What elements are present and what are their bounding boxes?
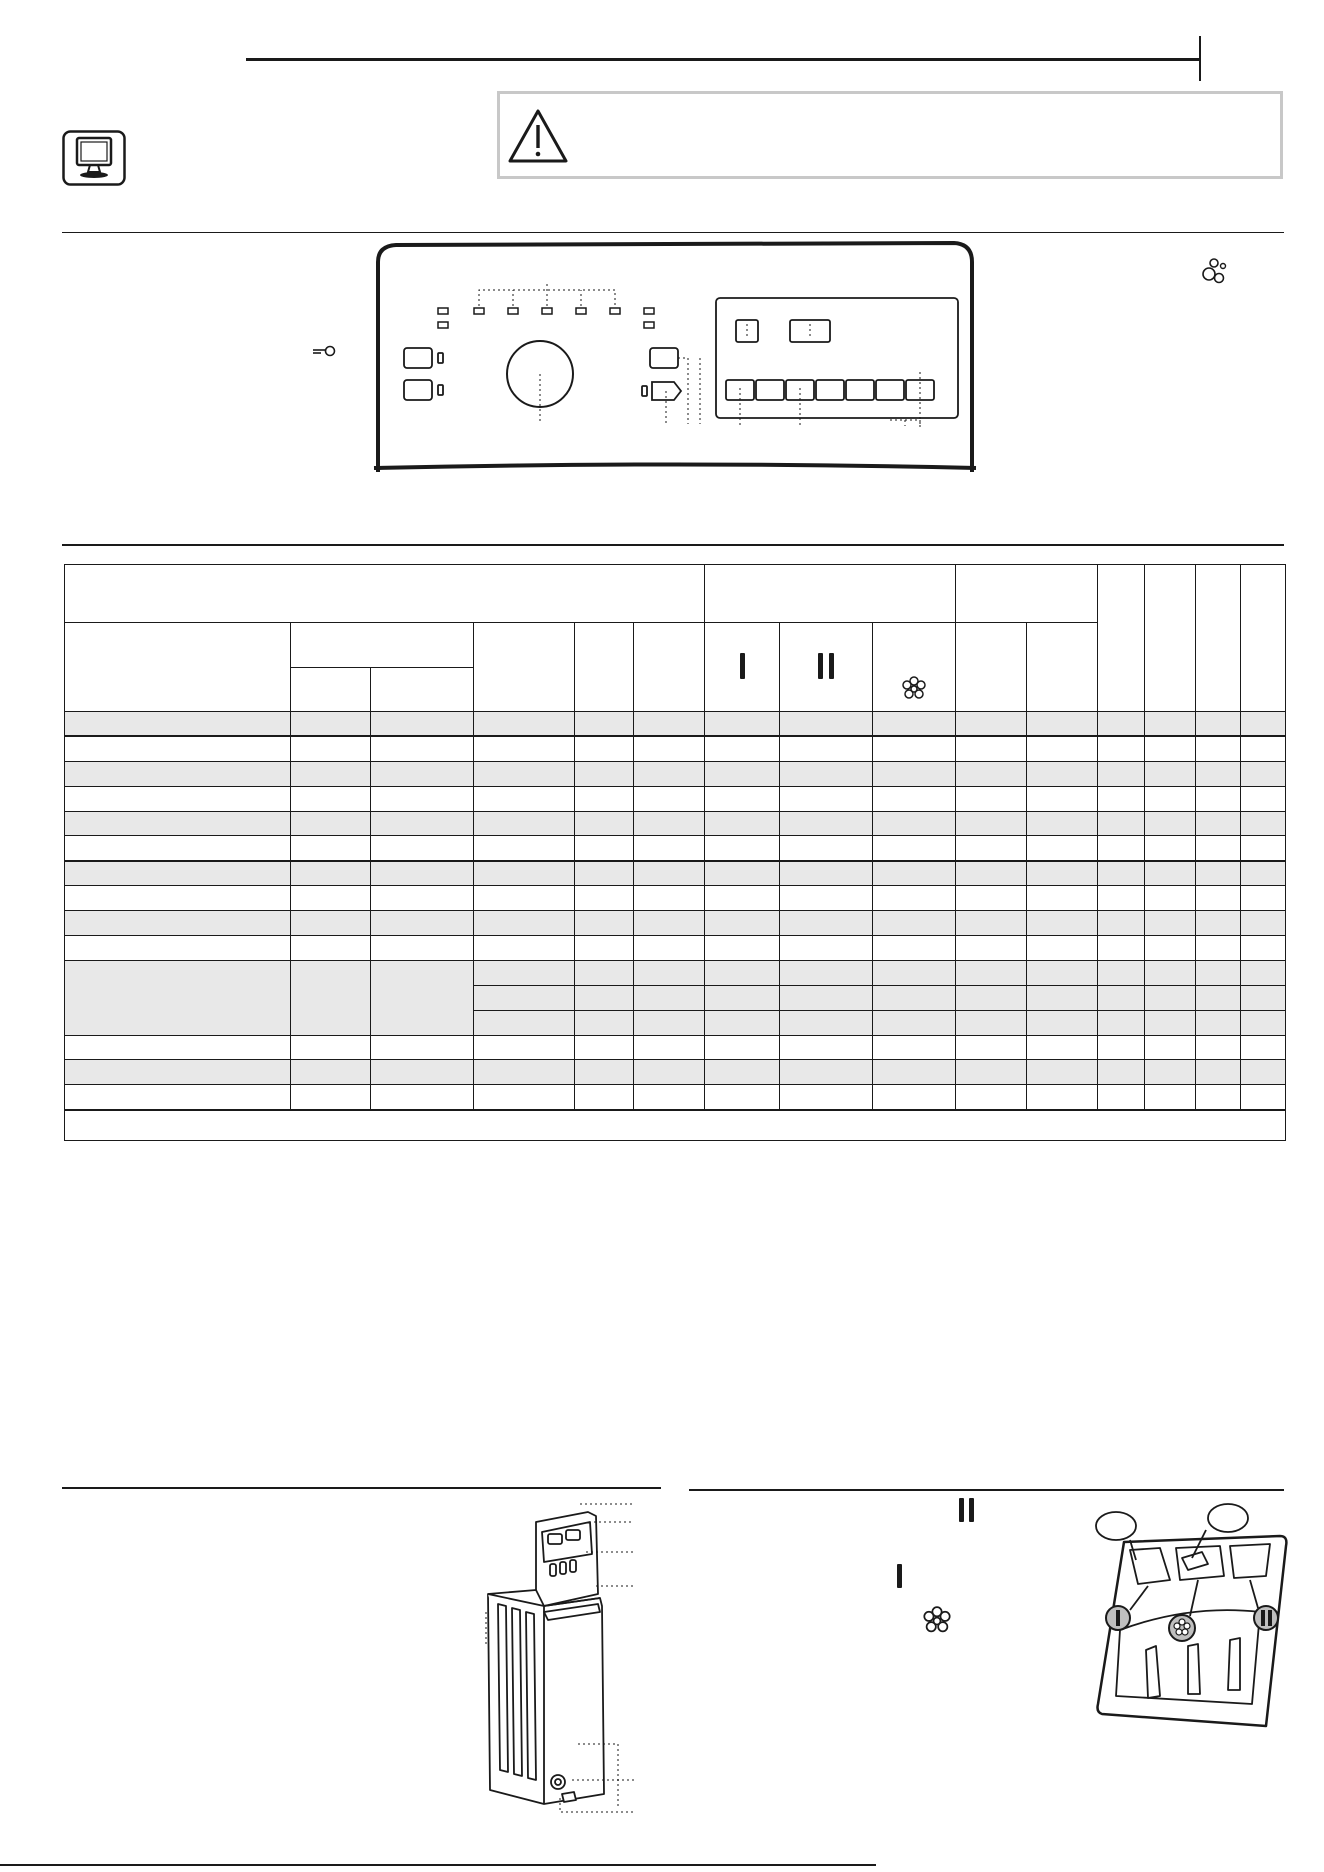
table-cell	[1241, 836, 1286, 861]
table-cell	[780, 736, 873, 761]
table-cell	[371, 861, 474, 886]
table-cell	[474, 886, 575, 911]
table-cell	[780, 1060, 873, 1085]
table-cell	[291, 886, 371, 911]
table-cell	[1196, 761, 1241, 786]
table-cell	[705, 1010, 780, 1035]
header-cell	[1241, 565, 1286, 712]
table-cell	[1241, 712, 1286, 737]
table-cell	[65, 811, 291, 836]
programme-rows	[65, 712, 1286, 1110]
table-cell	[705, 1085, 780, 1110]
table-cell	[65, 1060, 291, 1085]
table-cell	[1027, 836, 1098, 861]
table-cell	[1241, 811, 1286, 836]
table-cell	[873, 861, 956, 886]
table-cell	[634, 811, 705, 836]
table-cell	[1241, 1035, 1286, 1060]
table-cell	[1098, 960, 1145, 985]
section-rule-panel	[62, 232, 1284, 233]
header-cell	[634, 623, 705, 712]
table-cell	[956, 1035, 1027, 1060]
header-cell	[65, 623, 291, 712]
table-cell	[1145, 960, 1196, 985]
table-cell	[575, 861, 634, 886]
table-cell	[1145, 836, 1196, 861]
table-cell	[705, 1060, 780, 1085]
table-row	[65, 886, 1286, 911]
table-cell	[291, 761, 371, 786]
table-cell	[780, 1035, 873, 1060]
table-cell	[705, 736, 780, 761]
table-cell	[371, 761, 474, 786]
table-cell	[1145, 712, 1196, 737]
table-row	[65, 861, 1286, 886]
warning-triangle-icon	[507, 108, 569, 164]
table-cell	[780, 936, 873, 961]
table-cell	[956, 985, 1027, 1010]
table-row	[65, 1035, 1286, 1060]
table-cell	[1027, 960, 1098, 985]
table-cell	[1241, 985, 1286, 1010]
table-row	[65, 786, 1286, 811]
table-cell	[1196, 736, 1241, 761]
table-row	[65, 911, 1286, 936]
table-cell	[1098, 1035, 1145, 1060]
table-cell	[575, 1085, 634, 1110]
table-cell	[956, 911, 1027, 936]
table-cell	[371, 886, 474, 911]
table-cell	[634, 712, 705, 737]
table-cell	[1098, 1085, 1145, 1110]
table-cell	[873, 960, 956, 985]
table-cell	[474, 736, 575, 761]
table-cell	[65, 761, 291, 786]
table-cell	[873, 936, 956, 961]
table-cell	[780, 836, 873, 861]
header-cell-softener	[873, 623, 956, 712]
table-cell	[873, 985, 956, 1010]
table-cell	[371, 836, 474, 861]
table-cell	[575, 1060, 634, 1085]
table-cell	[780, 712, 873, 737]
table-cell	[474, 811, 575, 836]
table-cell	[1145, 936, 1196, 961]
table-cell	[291, 736, 371, 761]
table-cell	[474, 712, 575, 737]
table-cell	[65, 861, 291, 886]
table-cell	[956, 736, 1027, 761]
table-cell	[1027, 811, 1098, 836]
table-cell	[634, 985, 705, 1010]
table-cell	[780, 985, 873, 1010]
header-cell	[291, 623, 474, 668]
table-cell	[65, 786, 291, 811]
table-cell	[65, 960, 291, 1035]
table-cell	[1145, 1060, 1196, 1085]
table-cell	[956, 1060, 1027, 1085]
table-cell	[1098, 936, 1145, 961]
table-cell	[1145, 811, 1196, 836]
table-cell	[1196, 836, 1241, 861]
table-row	[65, 836, 1286, 861]
table-cell	[634, 786, 705, 811]
table-cell	[873, 736, 956, 761]
table-cell	[634, 1085, 705, 1110]
table-cell	[634, 936, 705, 961]
table-cell	[956, 836, 1027, 861]
table-cell	[291, 861, 371, 886]
table-cell	[634, 1010, 705, 1035]
table-cell	[1196, 985, 1241, 1010]
table-cell	[780, 960, 873, 985]
table-cell	[956, 1085, 1027, 1110]
section-rule-machine	[62, 1487, 661, 1489]
table-cell	[474, 936, 575, 961]
control-panel-diagram	[370, 240, 980, 472]
compartment-ii-marker	[1254, 1606, 1278, 1630]
table-cell	[575, 811, 634, 836]
table-cell	[291, 911, 371, 936]
table-cell	[1145, 1035, 1196, 1060]
table-cell	[634, 886, 705, 911]
table-cell	[474, 761, 575, 786]
table-cell	[1241, 1085, 1286, 1110]
table-cell	[474, 1010, 575, 1035]
table-cell	[1145, 911, 1196, 936]
table-cell	[575, 736, 634, 761]
table-cell	[956, 936, 1027, 961]
table-cell	[1145, 761, 1196, 786]
table-cell	[1027, 985, 1098, 1010]
table-row	[65, 712, 1286, 737]
table-cell	[1241, 886, 1286, 911]
table-cell	[634, 1035, 705, 1060]
table-cell	[1027, 936, 1098, 961]
table-cell	[291, 936, 371, 961]
table-cell	[291, 836, 371, 861]
table-cell	[634, 911, 705, 936]
table-cell	[371, 936, 474, 961]
table-cell	[634, 736, 705, 761]
table-cell	[575, 761, 634, 786]
section-rule-drawer	[689, 1489, 1284, 1491]
table-cell	[575, 1035, 634, 1060]
table-cell	[956, 811, 1027, 836]
table-cell	[65, 1085, 291, 1110]
table-cell	[705, 761, 780, 786]
table-cell	[1145, 1010, 1196, 1035]
table-cell	[780, 1010, 873, 1035]
table-cell	[291, 712, 371, 737]
table-cell	[1241, 761, 1286, 786]
table-cell	[705, 836, 780, 861]
flower-softener-icon	[901, 676, 927, 702]
table-row	[65, 1085, 1286, 1110]
table-cell	[873, 811, 956, 836]
table-cell	[1098, 1010, 1145, 1035]
table-cell	[474, 960, 575, 985]
table-cell	[705, 911, 780, 936]
table-cell	[474, 911, 575, 936]
table-cell	[873, 761, 956, 786]
table-cell	[1145, 1085, 1196, 1110]
table-cell	[1098, 811, 1145, 836]
header-cell-detergents	[705, 565, 956, 623]
header-cell-compartment-i	[705, 623, 780, 712]
table-cell	[705, 886, 780, 911]
flower-softener-icon	[922, 1606, 952, 1636]
table-cell	[1196, 861, 1241, 886]
table-cell	[1241, 736, 1286, 761]
table-cell	[1196, 811, 1241, 836]
table-cell	[1241, 786, 1286, 811]
table-cell	[873, 712, 956, 737]
machine-diagram	[478, 1494, 638, 1814]
table-cell	[65, 936, 291, 961]
table-cell	[1027, 712, 1098, 737]
table-cell	[634, 1060, 705, 1085]
detergent-drawer-diagram	[1090, 1500, 1290, 1728]
table-cell	[575, 786, 634, 811]
table-cell	[1098, 712, 1145, 737]
table-cell	[956, 786, 1027, 811]
table-cell	[1145, 736, 1196, 761]
header-cell-compartment-ii	[780, 623, 873, 712]
table-cell	[705, 960, 780, 985]
table-cell	[1098, 786, 1145, 811]
table-cell	[474, 1060, 575, 1085]
table-cell	[634, 836, 705, 861]
table-cell	[371, 1035, 474, 1060]
table-cell	[371, 712, 474, 737]
table-cell	[1196, 1010, 1241, 1035]
table-cell	[1027, 786, 1098, 811]
table-cell	[1098, 761, 1145, 786]
table-cell	[1027, 886, 1098, 911]
table-cell	[780, 786, 873, 811]
table-cell	[634, 761, 705, 786]
page-footer-rule	[0, 1864, 876, 1866]
table-cell	[474, 861, 575, 886]
table-cell	[956, 861, 1027, 886]
table-cell	[575, 1010, 634, 1035]
compartment-ii-icon	[829, 653, 834, 679]
table-cell	[291, 1060, 371, 1085]
header-cell	[956, 623, 1027, 712]
table-cell	[575, 886, 634, 911]
header-cell	[65, 565, 705, 623]
table-cell	[1241, 960, 1286, 985]
table-footnote	[65, 1110, 1286, 1141]
table-cell	[705, 786, 780, 811]
table-cell	[1241, 1060, 1286, 1085]
table-cell	[1241, 1010, 1286, 1035]
table-cell	[575, 985, 634, 1010]
table-cell	[634, 960, 705, 985]
table-cell	[65, 712, 291, 737]
table-cell	[1241, 911, 1286, 936]
table-cell	[371, 1085, 474, 1110]
table-cell	[873, 1010, 956, 1035]
table-cell	[780, 861, 873, 886]
table-cell	[291, 1035, 371, 1060]
table-cell	[575, 936, 634, 961]
table-row	[65, 761, 1286, 786]
table-cell	[371, 911, 474, 936]
table-cell	[371, 960, 474, 1035]
table-cell	[1196, 960, 1241, 985]
table-cell	[1027, 1060, 1098, 1085]
table-row	[65, 936, 1286, 961]
table-cell	[291, 811, 371, 836]
header-cell	[474, 623, 575, 712]
table-cell	[956, 1010, 1027, 1035]
table-cell	[1098, 861, 1145, 886]
table-cell	[1098, 911, 1145, 936]
header-cell	[575, 623, 634, 712]
table-cell	[1027, 761, 1098, 786]
table-cell	[65, 886, 291, 911]
table-row	[65, 736, 1286, 761]
table-cell	[705, 985, 780, 1010]
warning-box	[497, 91, 1283, 179]
table-cell	[780, 761, 873, 786]
table-cell	[1145, 985, 1196, 1010]
table-cell	[634, 861, 705, 886]
header-tick	[1199, 36, 1201, 81]
header-cell	[956, 565, 1098, 623]
section-rule-table	[62, 544, 1284, 546]
compartment-ii-icon	[956, 1496, 978, 1524]
table-cell	[780, 911, 873, 936]
table-cell	[1027, 1010, 1098, 1035]
table-cell	[575, 960, 634, 985]
table-cell	[780, 811, 873, 836]
table-cell	[1098, 836, 1145, 861]
key-icon	[312, 344, 336, 358]
table-cell	[474, 985, 575, 1010]
table-cell	[873, 1035, 956, 1060]
table-cell	[1098, 736, 1145, 761]
table-cell	[956, 886, 1027, 911]
table-cell	[371, 786, 474, 811]
table-cell	[1196, 1060, 1241, 1085]
table-cell	[65, 836, 291, 861]
table-row	[65, 1060, 1286, 1085]
table-cell	[575, 712, 634, 737]
table-row	[65, 960, 1286, 985]
table-cell	[1027, 736, 1098, 761]
header-cell	[1196, 565, 1241, 712]
table-cell	[1027, 1085, 1098, 1110]
table-cell	[780, 1085, 873, 1110]
table-cell	[705, 861, 780, 886]
header-cell	[1027, 623, 1098, 712]
table-cell	[1196, 911, 1241, 936]
table-cell	[291, 786, 371, 811]
compartment-i-icon	[740, 653, 745, 679]
table-cell	[1241, 861, 1286, 886]
header-cell	[371, 668, 474, 712]
monitor-icon	[62, 130, 126, 186]
table-cell	[65, 736, 291, 761]
table-cell	[1145, 861, 1196, 886]
table-cell	[474, 1035, 575, 1060]
table-cell	[65, 911, 291, 936]
table-cell	[1196, 1035, 1241, 1060]
header-cell	[1098, 565, 1145, 712]
table-cell	[474, 836, 575, 861]
table-cell	[291, 1085, 371, 1110]
table-cell	[1196, 886, 1241, 911]
table-cell	[575, 836, 634, 861]
table-cell	[873, 886, 956, 911]
table-cell	[873, 836, 956, 861]
table-cell	[371, 811, 474, 836]
table-cell	[705, 1035, 780, 1060]
table-cell	[1196, 936, 1241, 961]
table-cell	[371, 736, 474, 761]
table-cell	[705, 936, 780, 961]
header-cell	[1145, 565, 1196, 712]
table-cell	[956, 712, 1027, 737]
table-cell	[1241, 936, 1286, 961]
table-cell	[1196, 712, 1241, 737]
table-cell	[956, 761, 1027, 786]
table-cell	[1145, 886, 1196, 911]
table-cell	[1027, 1035, 1098, 1060]
table-cell	[873, 911, 956, 936]
table-cell	[1196, 786, 1241, 811]
table-cell	[1027, 861, 1098, 886]
table-row	[65, 811, 1286, 836]
table-cell	[873, 786, 956, 811]
table-cell	[1098, 1060, 1145, 1085]
programme-table	[64, 564, 1286, 1141]
table-cell	[1098, 886, 1145, 911]
table-cell	[956, 960, 1027, 985]
table-cell	[371, 1060, 474, 1085]
header-rule	[246, 58, 1200, 61]
bubbles-icon	[1198, 256, 1230, 286]
table-cell	[65, 1035, 291, 1060]
table-cell	[1027, 911, 1098, 936]
table-cell	[705, 811, 780, 836]
table-cell	[780, 886, 873, 911]
header-cell	[291, 668, 371, 712]
table-cell	[1098, 985, 1145, 1010]
table-cell	[1196, 1085, 1241, 1110]
table-cell	[575, 911, 634, 936]
table-cell	[291, 960, 371, 1035]
compartment-i-icon	[894, 1562, 906, 1590]
compartment-ii-icon	[818, 653, 823, 679]
table-cell	[474, 1085, 575, 1110]
table-cell	[873, 1060, 956, 1085]
table-cell	[474, 786, 575, 811]
table-cell	[705, 712, 780, 737]
table-cell	[1145, 786, 1196, 811]
table-cell	[873, 1085, 956, 1110]
